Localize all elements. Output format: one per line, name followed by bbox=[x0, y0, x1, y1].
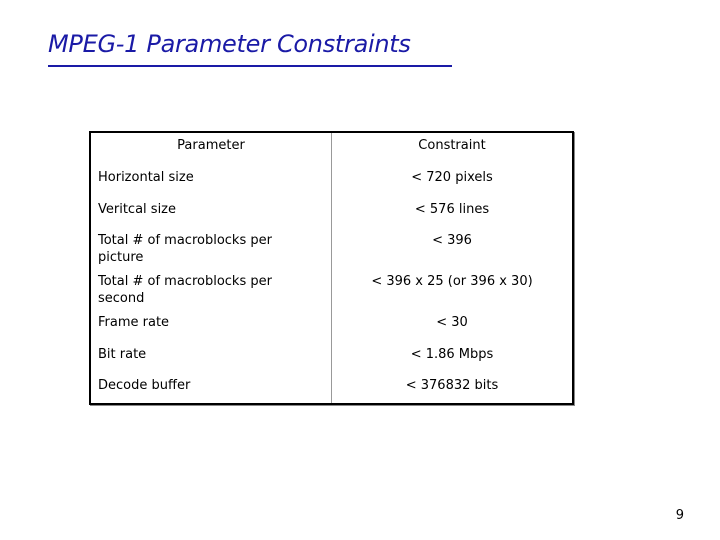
row-constraint: < 396 bbox=[432, 233, 472, 248]
row-constraint: < 720 pixels bbox=[411, 170, 493, 185]
page-number: 9 bbox=[675, 508, 684, 523]
row-parameter: Veritcal size bbox=[98, 202, 176, 217]
row-constraint: < 396 x 25 (or 396 x 30) bbox=[371, 274, 533, 289]
row-parameter: Horizontal size bbox=[98, 170, 194, 185]
title-underline bbox=[48, 65, 452, 67]
row-constraint: < 576 lines bbox=[414, 202, 490, 217]
row-parameter: Decode buffer bbox=[98, 378, 191, 393]
row-constraint: < 30 bbox=[436, 315, 468, 330]
header-constraint: Constraint bbox=[418, 138, 486, 153]
constraints-table bbox=[89, 131, 574, 405]
row-parameter: Total # of macroblocks per picture bbox=[98, 233, 272, 265]
row-constraint: < 376832 bits bbox=[405, 378, 499, 393]
row-constraint: < 1.86 Mbps bbox=[410, 347, 494, 362]
slide-title: MPEG-1 Parameter Constraints bbox=[48, 30, 411, 58]
header-parameter: Parameter bbox=[177, 138, 245, 153]
row-parameter: Bit rate bbox=[98, 347, 147, 362]
row-parameter: Total # of macroblocks per second bbox=[98, 274, 272, 306]
row-parameter: Frame rate bbox=[98, 315, 170, 330]
